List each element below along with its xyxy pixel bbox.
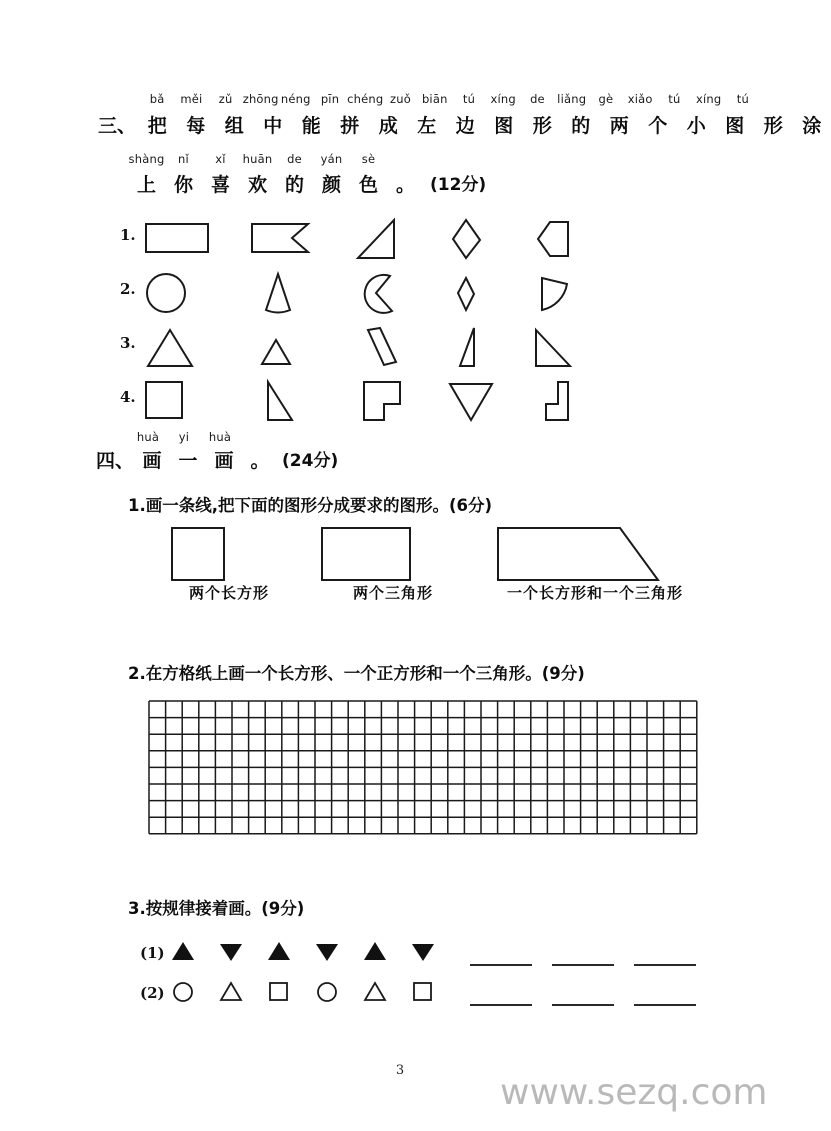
shape-rectangle[interactable] xyxy=(144,212,234,268)
han-char-1: 你 xyxy=(173,174,193,196)
section4-pinyin xyxy=(130,430,240,444)
pinyin-syllable-14: xiǎo xyxy=(627,92,653,106)
pinyin-syllable-6: sè xyxy=(361,152,376,166)
han-char-10: 形 xyxy=(532,115,552,137)
pinyin-syllable-13: gè xyxy=(598,92,614,106)
han-char-0: 把 xyxy=(147,115,167,137)
pinyin-syllable-2: huà xyxy=(208,430,232,444)
han-char-2: 喜 xyxy=(210,174,230,196)
pattern-answer-blank[interactable] xyxy=(470,964,532,966)
han-char-5: 颜 xyxy=(321,174,341,196)
pinyin-syllable-10: xíng xyxy=(490,92,516,106)
shape-right-triangle[interactable] xyxy=(350,212,440,268)
pattern-label: (1) xyxy=(140,944,165,962)
pinyin-syllable-1: měi xyxy=(180,92,203,106)
question-1-figures xyxy=(150,520,690,590)
han-char-1: 每 xyxy=(186,115,206,137)
han-char-0: 上 xyxy=(136,174,156,196)
han-char-1: 一 xyxy=(178,450,198,472)
pattern-answer-blank[interactable] xyxy=(634,1004,696,1006)
shape-thin-right-triangle[interactable] xyxy=(440,320,530,376)
pinyin-syllable-17: tú xyxy=(736,92,749,106)
graph-paper-grid[interactable] xyxy=(148,700,698,835)
han-char-11: 的 xyxy=(571,115,591,137)
shape-notched-square[interactable] xyxy=(350,374,440,430)
question-1-labels xyxy=(130,582,690,606)
pattern-square-outline[interactable] xyxy=(266,978,296,1008)
han-char-2: 画 xyxy=(214,450,234,472)
pattern-label: (2) xyxy=(140,984,165,1002)
han-char-2: 组 xyxy=(224,115,244,137)
shape-slanted-parallelogram[interactable] xyxy=(350,320,440,376)
pattern-triangle-up-filled[interactable] xyxy=(362,938,392,968)
pattern-answer-blank[interactable] xyxy=(470,1004,532,1006)
han-char-7: 。 xyxy=(395,174,415,196)
pattern-triangle-down-filled[interactable] xyxy=(314,938,344,968)
pinyin-syllable-11: de xyxy=(530,92,545,106)
row-number: 3. xyxy=(120,334,136,352)
pattern-triangle-outline[interactable] xyxy=(362,978,392,1008)
pinyin-syllable-15: tú xyxy=(668,92,681,106)
figure-label-3: 一个长方形和一个三角形 xyxy=(506,584,683,602)
pattern-row-2 xyxy=(140,978,660,1012)
pinyin-syllable-8: biān xyxy=(421,92,448,106)
pinyin-syllable-0: huà xyxy=(136,430,160,444)
shape-inverted-triangle[interactable] xyxy=(440,374,530,430)
han-char-4: 的 xyxy=(284,174,304,196)
shape-problem-row-4 xyxy=(120,374,680,430)
pattern-square-outline[interactable] xyxy=(410,978,440,1008)
han-char-13: 个 xyxy=(648,115,668,137)
section4-score: (24分) xyxy=(282,451,339,471)
pinyin-syllable-9: tú xyxy=(462,92,476,106)
han-char-8: 边 xyxy=(455,115,475,137)
pinyin-syllable-4: néng xyxy=(280,92,311,106)
pinyin-syllable-2: xǐ xyxy=(215,152,226,166)
figure-label-2: 两个三角形 xyxy=(352,584,433,602)
watermark: www.sezq.com xyxy=(500,1072,768,1113)
shape-l-shape[interactable] xyxy=(520,374,610,430)
han-char-7: 左 xyxy=(417,115,437,137)
pinyin-syllable-0: shàng xyxy=(128,152,165,166)
han-char-3: 欢 xyxy=(247,174,267,196)
pinyin-syllable-2: zǔ xyxy=(218,92,233,106)
figure-label-1: 两个长方形 xyxy=(188,584,269,602)
han-char-16: 形 xyxy=(763,115,783,137)
section3-heading-line1 xyxy=(98,111,831,138)
pattern-circle-outline[interactable] xyxy=(170,978,200,1008)
row-number: 4. xyxy=(120,388,136,406)
shape-problem-row-1 xyxy=(120,212,680,268)
shape-problem-row-2 xyxy=(120,266,680,322)
section3-marker: 三、 xyxy=(98,115,137,137)
pinyin-syllable-4: de xyxy=(287,152,302,166)
question-3-text: 3.按规律接着画。(9分) xyxy=(128,899,305,918)
shape-flag-notched-rectangle[interactable] xyxy=(250,212,340,268)
section3-score: (12分) xyxy=(430,175,487,195)
section3-heading-line2 xyxy=(128,170,486,197)
han-char-3: 中 xyxy=(263,115,283,137)
pattern-answer-blank[interactable] xyxy=(552,1004,614,1006)
pinyin-syllable-7: zuǒ xyxy=(390,92,411,106)
pattern-row-1 xyxy=(140,938,660,972)
pattern-triangle-down-filled[interactable] xyxy=(218,938,248,968)
han-char-0: 画 xyxy=(142,450,162,472)
pattern-answer-blank[interactable] xyxy=(634,964,696,966)
pinyin-syllable-5: pīn xyxy=(320,92,340,106)
section4-heading xyxy=(96,446,338,473)
han-char-5: 拼 xyxy=(340,115,360,137)
han-char-9: 图 xyxy=(494,115,514,137)
shape-small-triangle[interactable] xyxy=(250,320,340,376)
shape-small-kite[interactable] xyxy=(440,266,530,322)
pattern-triangle-down-filled[interactable] xyxy=(410,938,440,968)
han-char-14: 小 xyxy=(686,115,706,137)
han-char-6: 成 xyxy=(378,115,398,137)
pinyin-syllable-3: zhōng xyxy=(242,92,279,106)
figure-right-trapezoid[interactable] xyxy=(498,528,658,580)
pinyin-syllable-3: huān xyxy=(242,152,273,166)
shape-kite[interactable] xyxy=(440,212,530,268)
shape-pac-man[interactable] xyxy=(350,266,440,322)
han-char-17: 涂 xyxy=(802,115,822,137)
han-char-15: 图 xyxy=(725,115,745,137)
pattern-triangle-up-filled[interactable] xyxy=(266,938,296,968)
shape-right-triangle-large[interactable] xyxy=(520,320,610,376)
pattern-triangle-outline[interactable] xyxy=(218,978,248,1008)
shape-square[interactable] xyxy=(144,374,234,430)
shape-quarter-circle[interactable] xyxy=(520,266,610,322)
shape-cone-triangle[interactable] xyxy=(250,266,340,322)
figure-rectangle[interactable] xyxy=(322,528,410,580)
shape-triangle[interactable] xyxy=(144,320,234,376)
han-char-3: 。 xyxy=(250,450,270,472)
pinyin-syllable-1: nǐ xyxy=(178,152,189,166)
shape-problem-row-3 xyxy=(120,320,680,376)
question-2-text: 2.在方格纸上画一个长方形、一个正方形和一个三角形。(9分) xyxy=(128,664,585,683)
pattern-answer-blank[interactable] xyxy=(552,964,614,966)
pinyin-syllable-16: xíng xyxy=(695,92,722,106)
pattern-circle-outline[interactable] xyxy=(314,978,344,1008)
pinyin-syllable-0: bǎ xyxy=(149,92,165,106)
pinyin-syllable-5: yán xyxy=(320,152,343,166)
section3-pinyin-line1 xyxy=(140,92,760,106)
pinyin-syllable-12: liǎng xyxy=(557,92,587,106)
question-1-text: 1.画一条线,把下面的图形分成要求的图形。(6分) xyxy=(128,496,493,515)
han-char-4: 能 xyxy=(301,115,321,137)
section4-marker: 四、 xyxy=(96,450,135,472)
row-number: 1. xyxy=(120,226,136,244)
row-number: 2. xyxy=(120,280,136,298)
page-number: 3 xyxy=(395,1063,405,1078)
shape-right-triangle-tall[interactable] xyxy=(250,374,340,430)
pattern-triangle-up-filled[interactable] xyxy=(170,938,200,968)
section3-pinyin-line2 xyxy=(128,152,388,166)
pinyin-syllable-6: chéng xyxy=(347,92,384,106)
han-char-6: 色 xyxy=(358,174,378,196)
pinyin-syllable-1: yi xyxy=(178,430,190,444)
shape-circle[interactable] xyxy=(144,266,234,322)
figure-square[interactable] xyxy=(172,528,224,580)
shape-left-pointing-pentagon[interactable] xyxy=(520,212,610,268)
han-char-12: 两 xyxy=(609,115,629,137)
